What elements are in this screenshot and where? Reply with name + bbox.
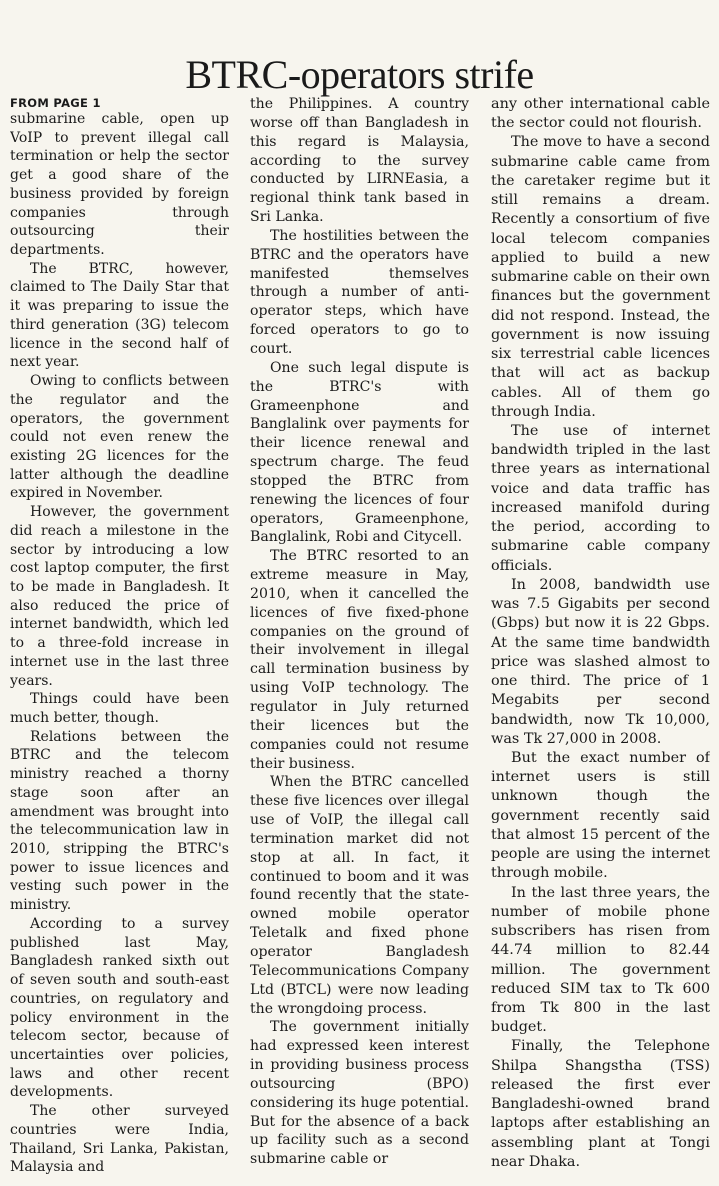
- paragraph: However, the government did reach a milestone in the sector by introducing a low cost laptop computer, the first to be made in Bangladesh. It also reduced the price of internet bandwidth, which led to a three-fold increase in internet use in the last three years.: [10, 504, 229, 689]
- paragraph: The move to have a second submarine cable came from the caretaker regime but it still remains a dream. Recently a consortium of five local telecom companies applied to build a new submarine cable on their own finances but the government did not respond. Instead, the government is now issuing six terrestrial cable licences that will act as backup cables. All of them go through India.: [491, 134, 710, 420]
- paragraph: the Philippines. A country worse off than Bangladesh in this regard is Malaysia, according to the survey conducted by LIRNEasia, a regional think tank based in Sri Lanka.: [250, 96, 469, 226]
- paragraph: The other surveyed countries were India, Thailand, Sri Lanka, Pakistan, Malaysia and: [10, 1103, 229, 1176]
- paragraph: The BTRC, however, claimed to The Daily Star that it was preparing to issue the third generation (3G) telecom licence in the second half of next year.: [10, 260, 229, 371]
- paragraph: When the BTRC cancelled these five licences over illegal use of VoIP, the illegal call termination market did not stop at all. In fact, it continued to boom and it was found recently that the state-owned mobile operator Teletalk and fixed phone operator Bangladesh Telecommunications Company Ltd (BTCL) were now leading the wrongdoing process.: [250, 774, 469, 1017]
- paragraph: The hostilities between the BTRC and the operators have manifested themselves through a number of anti-operator steps, which have forced operators to go to court.: [250, 227, 469, 357]
- paragraph: But the exact number of internet users is still unknown though the government recently said that almost 15 percent of the people are using the internet through mobile.: [491, 749, 710, 882]
- paragraph: any other international cable the sector could not flourish.: [491, 96, 710, 132]
- paragraph: Finally, the Telephone Shilpa Shangstha (TSS) released the first ever Bangladeshi-owned brand laptops after establishing an assembling plant at Tongi near Dhaka.: [491, 1038, 710, 1170]
- paragraph: The use of internet bandwidth tripled in the last three years as international voice and data traffic has increased manifold during the period, according to submarine cable company officials.: [491, 422, 710, 574]
- column-3: [491, 95, 710, 1183]
- column-2: [250, 95, 469, 1183]
- paragraph: The BTRC resorted to an extreme measure in May, 2010, when it cancelled the licences of five fixed-phone companies on the ground of their involvement in illegal call termination business by using VoIP technology. The regulator in July returned their licences but the companies could not resume their business.: [250, 548, 469, 772]
- paragraph: According to a survey published last May, Bangladesh ranked sixth out of seven south and south-east countries, on regulatory and policy environment in the telecom sector, because of uncertainties over policies, laws and other recent developments.: [10, 915, 229, 1101]
- paragraph: The government initially had expressed keen interest in providing business process outsourcing (BPO) considering its huge potential. But for the absence of a back up facility such as a second submarine cable or: [250, 1019, 469, 1168]
- paragraph: One such legal dispute is the BTRC's with Grameenphone and Banglalink over payments for their licence renewal and spectrum charge. The feud stopped the BTRC from renewing the licences of four operators, Grameenphone, Banglalink, Robi and Citycell.: [250, 359, 469, 546]
- paragraph: In 2008, bandwidth use was 7.5 Gigabits per second (Gbps) but now it is 22 Gbps. At the same time bandwidth price was slashed almost to one third. The price of 1 Megabits per second bandwidth, now Tk 10,000, was Tk 27,000 in 2008.: [491, 576, 710, 747]
- paragraph: submarine cable, open up VoIP to prevent illegal call termination or help the sector get a good share of the business provided by foreign companies through outsourcing their departments.: [10, 111, 229, 259]
- paragraph: Owing to conflicts between the regulator and the operators, the government could not even renew the existing 2G licences for the latter although the deadline expired in November.: [10, 373, 229, 502]
- paragraph: In the last three years, the number of mobile phone subscribers has risen from 44.74 million to 82.44 million. The government reduced SIM tax to Tk 600 from Tk 800 in the last budget.: [491, 884, 710, 1036]
- paragraph: Relations between the BTRC and the telecom ministry reached a thorny stage soon after an amendment was brought into the telecommunication law in 2010, stripping the BTRC's power to issue licences and vesting such power in the ministry.: [10, 728, 229, 914]
- column-1: [10, 95, 229, 1183]
- headline: BTRC-operators strife: [185, 51, 534, 97]
- paragraph: Things could have been much better, though.: [10, 691, 229, 726]
- kicker: FROM PAGE 1: [10, 96, 101, 110]
